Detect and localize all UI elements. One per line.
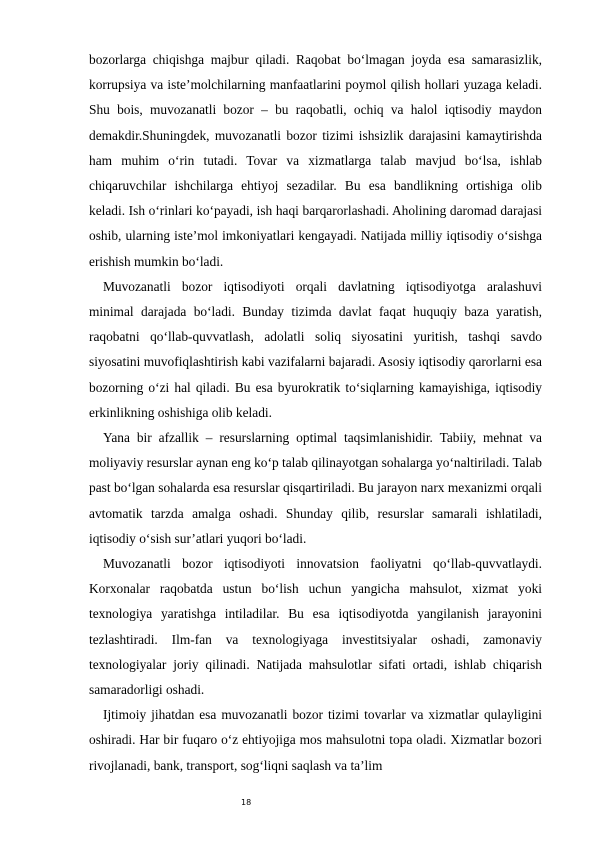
paragraph-2: Muvozanatli bozor iqtisodiyoti orqali davlatning iqtisodiyotga aralashuvi minimal darajada bo‘ladi. Bunday tizimda davlat faqat huquqiy baza yaratish, raqobatni qo‘llab-quvvatlash, adolatli soliq siyosatini yuritish, tashqi savdo siyosatini muvofiqlashtirish kabi vazifalarni bajaradi. Asosiy iqtisodiy qarorlarni esa bozorning o‘zi hal qiladi. Bu esa byurokratik to‘siqlarning kamayishiga, iqtisodiy erkinlikning oshishiga olib keladi. [89, 278, 542, 420]
paragraph-5: Ijtimoiy jihatdan esa muvozanatli bozor tizimi tovarlar va xizmatlar qulayligini oshiradi. Har bir fuqaro o‘z ehtiyojiga mos mahsulotni topa oladi. Xizmatlar bozori rivojlanadi, bank, transport, sog‘liqni saqlash va ta’lim [89, 707, 542, 773]
body-text [89, 47, 542, 778]
paragraph-1: bozorlarga chiqishga majbur qiladi. Raqobat bo‘lmagan joyda esa samarasizlik, korrupsiya va iste’molchilarning manfaatlarini poymol qilish hollari yuzaga keladi. Shu bois, muvozanatli bozor – bu raqobatli, ochiq va halol iqtisodiy maydon demakdir.Shuningdek, muvozanatli bozor tizimi ishsizlik darajasini kamaytirishda ham muhim o‘rin tutadi. Tovar va xizmatlarga talab mavjud bo‘lsa, ishlab chiqaruvchilar ishchilarga ehtiyoj sezadilar. Bu esa bandlikning ortishiga olib keladi. Ish o‘rinlari ko‘payadi, ish haqi barqarorlashadi. Aholining daromad darajasi oshib, ularning iste’mol imkoniyatlari kengayadi. Natijada milliy iqtisodiy o‘sishga erishish mumkin bo‘ladi. [89, 52, 542, 269]
paragraph-4: Muvozanatli bozor iqtisodiyoti innovatsion faoliyatni qo‘llab-quvvatlaydi. Korxonalar raqobatda ustun bo‘lish uchun yangicha mahsulot, xizmat yoki texnologiya yaratishga intiladilar. Bu esa iqtisodiyotda yangilanish jarayonini tezlashtiradi. Ilm-fan va texnologiyaga investitsiyalar oshadi, zamonaviy texnologiyalar joriy qilinadi. Natijada mahsulotlar sifati ortadi, ishlab chiqarish samaradorligi oshadi. [89, 556, 542, 698]
paragraph-3: Yana bir afzallik – resurslarning optimal taqsimlanishidir. Tabiiy, mehnat va moliyaviy resurslar aynan eng ko‘p talab qilinayotgan sohalarga yo‘naltiriladi. Talab past bo‘lgan sohalarda esa resurslar qisqartiriladi. Bu jarayon narx mexanizmi orqali avtomatik tarzda amalga oshadi. Shunday qilib, resurslar samarali ishlatiladi, iqtisodiy o‘sish sur’atlari yuqori bo‘ladi. [89, 430, 542, 546]
page-number: 18 [241, 798, 252, 807]
